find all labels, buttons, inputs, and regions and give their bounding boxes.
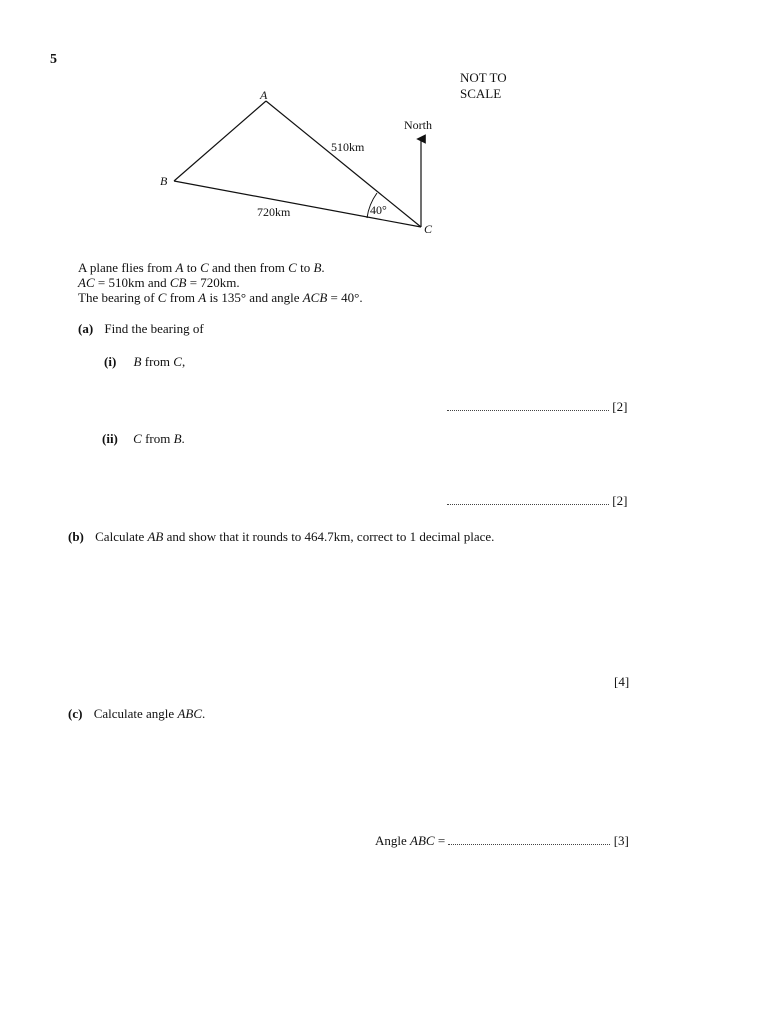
marks: [2] — [612, 399, 628, 414]
var: A — [198, 290, 207, 305]
var: B — [173, 431, 182, 446]
answer-blank[interactable] — [447, 494, 609, 505]
text: A plane flies from — [78, 260, 176, 275]
var: C — [200, 260, 209, 275]
var: C — [157, 290, 167, 305]
north-label: North — [404, 118, 432, 132]
label: (b) — [68, 529, 84, 544]
triangle-diagram — [150, 85, 450, 245]
part-c — [68, 706, 205, 721]
vertex-label-a: A — [260, 88, 268, 102]
answer-line-c[interactable] — [375, 833, 629, 849]
var: ABC — [410, 833, 435, 848]
length-label-ac: 510km — [331, 140, 365, 154]
not-to-scale-note — [460, 70, 507, 102]
vertex-label-c: C — [424, 222, 433, 236]
part-a-ii — [102, 431, 185, 446]
part-a-i — [104, 354, 185, 369]
answer-line-a-i[interactable] — [447, 399, 627, 415]
var: CB — [169, 275, 187, 290]
text: = 510km and — [94, 275, 170, 290]
marks: [3] — [613, 833, 629, 848]
text: = 40°. — [327, 290, 363, 305]
text: from — [166, 290, 199, 305]
var: B — [133, 354, 142, 369]
text: is 135° and angle — [206, 290, 303, 305]
text: The bearing of — [78, 290, 158, 305]
text: from — [141, 431, 174, 446]
answer-line-a-ii[interactable] — [447, 493, 627, 509]
vertex-label-b: B — [160, 174, 168, 188]
intro-line-1 — [78, 260, 325, 275]
text: and then from — [208, 260, 289, 275]
var: C — [173, 354, 182, 369]
text: Find the bearing of — [104, 321, 204, 336]
answer-blank[interactable] — [448, 834, 610, 845]
text: to — [183, 260, 201, 275]
part-a-label — [78, 321, 204, 336]
part-b — [68, 529, 494, 544]
text: from — [141, 354, 174, 369]
length-label-cb: 720km — [257, 205, 291, 219]
var: ABC — [177, 706, 202, 721]
text: . — [202, 706, 206, 721]
not-to-scale-line2: SCALE — [460, 86, 502, 101]
text: to — [296, 260, 314, 275]
label: (i) — [104, 354, 117, 369]
angle-label: 40° — [370, 203, 387, 217]
text: Angle — [375, 833, 411, 848]
text: = 720km. — [186, 275, 240, 290]
var: B — [313, 260, 322, 275]
text: , — [181, 354, 186, 369]
text: . — [321, 260, 325, 275]
intro-line-3 — [78, 290, 363, 305]
side-ab — [174, 101, 266, 181]
var: ACB — [302, 290, 328, 305]
intro-line-2 — [78, 275, 240, 290]
part-b-marks: [4] — [614, 674, 630, 689]
text: . — [181, 431, 185, 446]
var: C — [133, 431, 142, 446]
label: (c) — [68, 706, 83, 721]
var: C — [288, 260, 297, 275]
question-number: 5 — [50, 52, 57, 67]
label: (ii) — [102, 431, 118, 446]
var: AB — [147, 529, 164, 544]
var: AC — [78, 275, 95, 290]
text: = — [434, 833, 449, 848]
text: Calculate — [95, 529, 148, 544]
var: A — [175, 260, 184, 275]
marks: [2] — [612, 493, 628, 508]
text: Calculate angle — [93, 706, 178, 721]
label: (a) — [78, 321, 94, 336]
answer-blank[interactable] — [447, 400, 609, 411]
text: and show that it rounds to 464.7km, correct to 1 decimal place. — [163, 529, 495, 544]
not-to-scale-line1: NOT TO — [460, 70, 507, 85]
